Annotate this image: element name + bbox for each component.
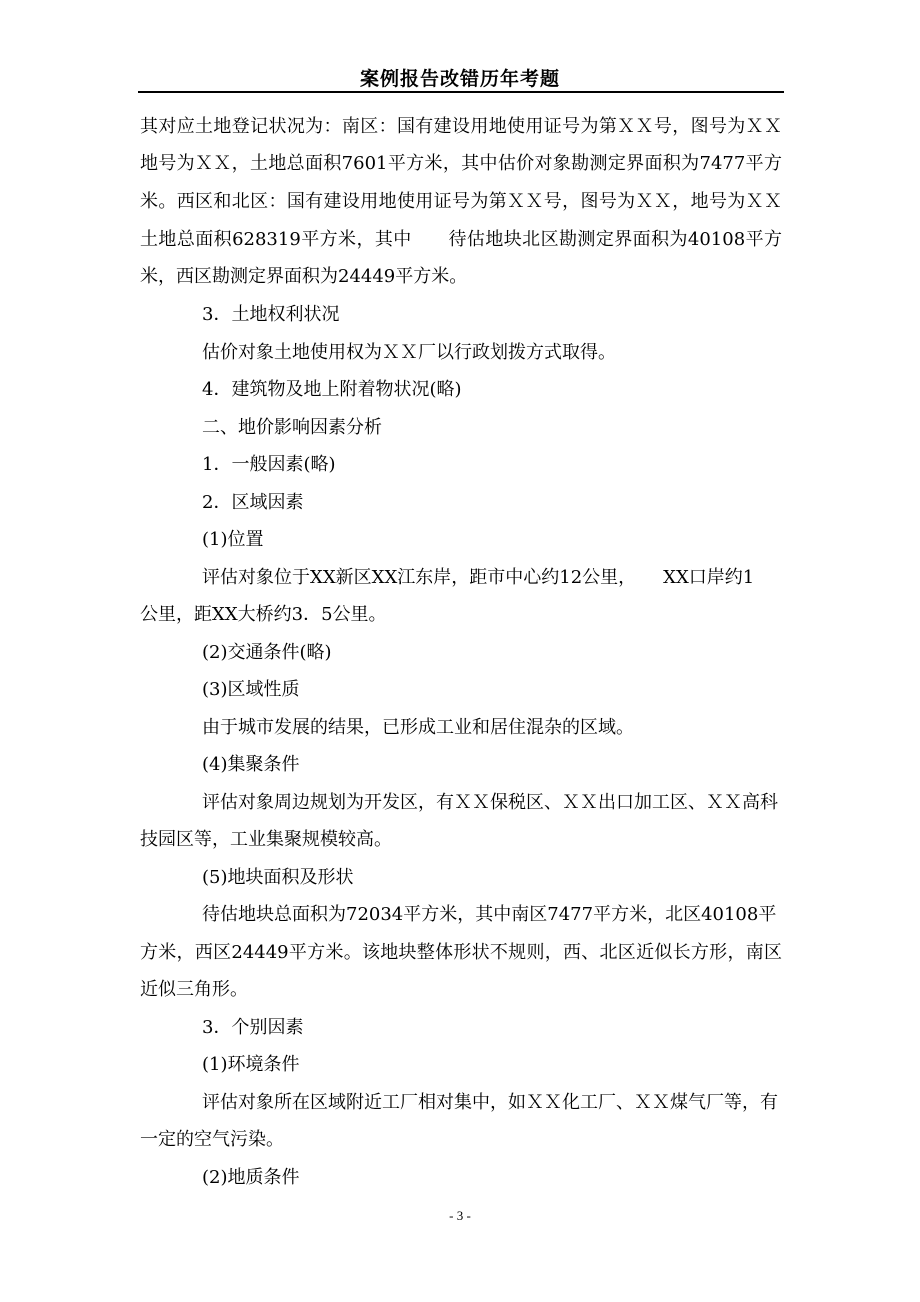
body-line: 米。西区和北区：国有建设用地使用证号为第ＸＸ号，图号为ＸＸ，地号为ＸＸ xyxy=(140,191,782,212)
body-line: 米，西区勘测定界面积为24449平方米。 xyxy=(140,266,468,287)
section-heading: 3．个别因素 xyxy=(202,1017,304,1038)
body-line: 土地总面积628319平方米，其中 待估地块北区勘测定界面积为40108平方 xyxy=(140,229,782,250)
subsection-heading: (2)地质条件 xyxy=(202,1167,300,1188)
section-heading: 4．建筑物及地上附着物状况(略) xyxy=(202,379,462,400)
body-line: 近似三角形。 xyxy=(140,979,248,1000)
header-rule xyxy=(138,91,784,93)
body-line: 待估地块总面积为72034平方米，其中南区7477平方米，北区40108平 xyxy=(202,904,777,925)
body-line: 方米，西区24449平方米。该地块整体形状不规则，西、北区近似长方形，南区 xyxy=(140,942,782,963)
subsection-heading: (5)地块面积及形状 xyxy=(202,867,354,888)
subsection-heading: (3)区域性质 xyxy=(202,679,300,700)
body-line: 地号为ＸＸ，土地总面积7601平方米，其中估价对象勘测定界面积为7477平方 xyxy=(140,153,782,174)
section-heading: 二、地价影响因素分析 xyxy=(202,417,382,438)
body-line: 公里，距XX大桥约3．5公里。 xyxy=(140,604,387,625)
body-line: 一定的空气污染。 xyxy=(140,1129,284,1150)
subsection-heading: (4)集聚条件 xyxy=(202,754,300,775)
section-heading: 1．一般因素(略) xyxy=(202,454,336,475)
body-line: 评估对象所在区域附近工厂相对集中，如ＸＸ化工厂、ＸＸ煤气厂等，有 xyxy=(202,1092,778,1113)
subsection-heading: (1)位置 xyxy=(202,529,264,550)
page-header-title: 案例报告改错历年考题 xyxy=(359,68,560,90)
body-line: 技园区等，工业集聚规模较高。 xyxy=(140,829,392,850)
section-heading: 2．区域因素 xyxy=(202,492,304,513)
body-line: 由于城市发展的结果，已形成工业和居住混杂的区域。 xyxy=(202,717,634,738)
body-line: 估价对象土地使用权为ＸＸ厂以行政划拨方式取得。 xyxy=(202,342,616,363)
body-line: 评估对象周边规划为开发区，有ＸＸ保税区、ＸＸ出口加工区、ＸＸ高科 xyxy=(202,792,778,813)
section-heading: 3．土地权利状况 xyxy=(202,304,340,325)
body-line: 评估对象位于XX新区XX江东岸，距市中心约12公里， XX口岸约1 xyxy=(202,567,755,588)
page-number: - 3 - xyxy=(449,1208,471,1223)
body-line: 其对应土地登记状况为：南区：国有建设用地使用证号为第ＸＸ号，图号为ＸＸ xyxy=(140,116,782,137)
subsection-heading: (2)交通条件(略) xyxy=(202,642,332,663)
subsection-heading: (1)环境条件 xyxy=(202,1054,300,1075)
